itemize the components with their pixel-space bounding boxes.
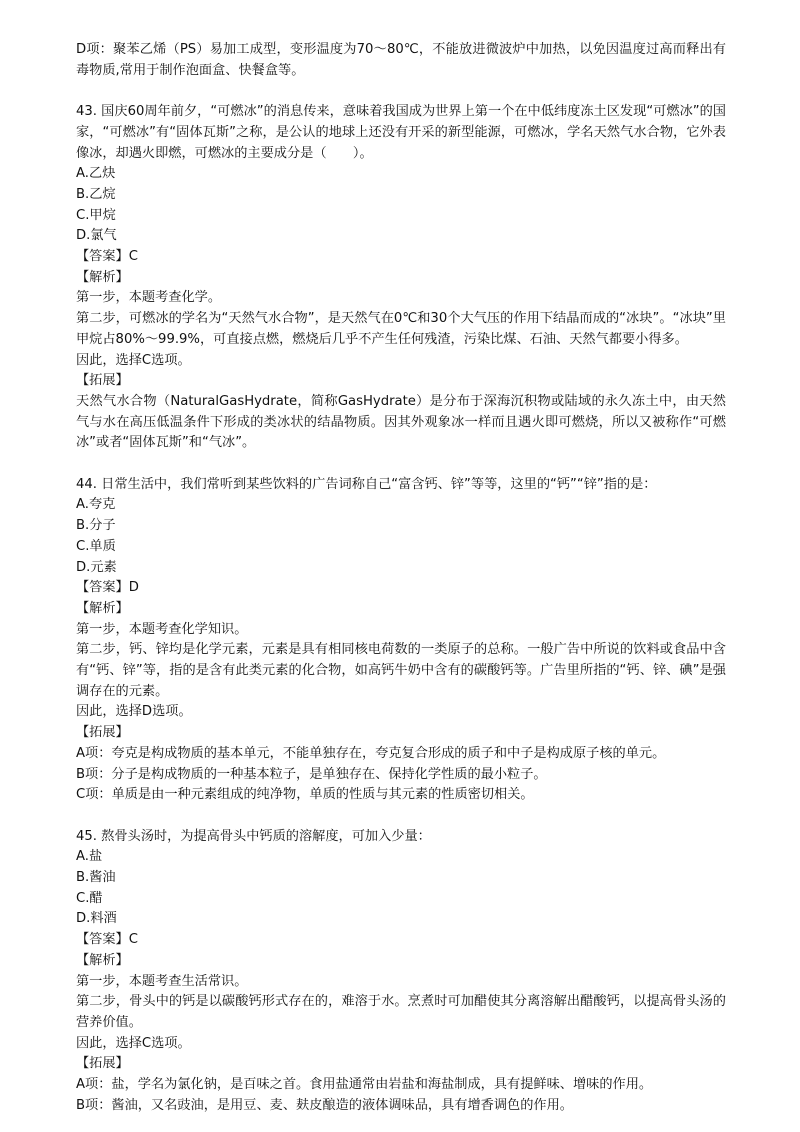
option-c: C.甲烷 [76,207,116,223]
analysis-label: 【解析】 [76,952,129,968]
spacer [76,81,726,102]
analysis-label: 【解析】 [76,600,129,616]
question-43-text: 43. 国庆60周年前夕，“可燃冰”的消息传来，意味着我国成为世界上第一个在中低纬度冻土区发现“可燃冰”的国家，“可燃冰”有“固体瓦斯”之称，是公认的地球上还没有开采的新型能源，可燃冰，学名天然气水合物，它外表像冰，却遇火即燃，可燃冰的主要成分是（ ）。 [76,104,726,161]
spacer [76,806,726,827]
extension-item-c: C项：单质是由一种元素组成的纯净物，单质的性质与其元素的性质密切相关。 [76,787,534,803]
extension-label: 【拓展】 [76,373,129,389]
extension-item-b: B项：分子是构成物质的一种基本粒子，是单独存在、保持化学性质的最小粒子。 [76,766,547,782]
conclusion: 因此，选择D选项。 [76,704,192,720]
option-b: B.分子 [76,518,116,534]
option-a: A.夸克 [76,497,116,513]
option-a: A.盐 [76,849,103,865]
option-d: D.料酒 [76,911,117,927]
conclusion: 因此，选择C选项。 [76,1035,191,1051]
answer: 【答案】C [76,249,138,265]
option-c: C.单质 [76,538,116,554]
option-b: B.乙烷 [76,186,116,202]
question-44-text: 44. 日常生活中，我们常听到某些饮料的广告词称自己“富含钙、锌”等等，这里的“钙”“锌”指的是： [76,476,657,492]
question-44 [76,475,726,806]
extension-item-b: B项：酱油，又名豉油，是用豆、麦、麸皮酿造的液体调味品，具有增香调色的作用。 [76,1097,573,1113]
extension-item-a: A项：盐，学名为氯化钠，是百味之首。食用盐通常由岩盐和海盐制成，具有提鲜味、增味的作用。 [76,1077,653,1093]
question-45 [76,827,726,1117]
answer: 【答案】C [76,932,138,948]
question-45-text: 45. 熬骨头汤时，为提高骨头中钙质的溶解度，可加入少量： [76,828,431,844]
analysis-step1: 第一步，本题考查化学知识。 [76,621,248,637]
analysis-step2: 第二步，钙、锌均是化学元素，元素是具有相同核电荷数的一类原子的总称。一般广告中所说的饮料或食品中含有“钙、锌”等，指的是含有此类元素的化合物，如高钙牛奶中含有的碳酸钙等。广告里所指的“钙、锌、碘”是强调存在的元素。 [76,642,726,699]
option-a: A.乙炔 [76,166,116,182]
option-b: B.酱油 [76,870,116,886]
option-c: C.醋 [76,890,103,906]
extension-text: 天然气水合物（NaturalGasHydrate，简称GasHydrate）是分布于深海沉积物或陆域的永久冻土中，由天然气与水在高压低温条件下形成的类冰状的结晶物质。因其外观象冰一样而且遇火即可燃烧，所以又被称作“可燃冰”或者“固体瓦斯”和“气冰”。 [76,393,726,451]
document-page [76,40,726,1117]
conclusion: 因此，选择C选项。 [76,352,191,368]
question-43 [76,102,726,454]
extension-label: 【拓展】 [76,725,129,741]
analysis-step1: 第一步，本题考查生活常识。 [76,973,248,989]
spacer [76,454,726,475]
option-d: D.氯气 [76,228,117,244]
analysis-step1: 第一步，本题考查化学。 [76,290,222,306]
analysis-step2: 第二步，骨头中的钙是以碳酸钙形式存在的，难溶于水。烹煮时可加醋使其分离溶解出醋酸钙，以提高骨头汤的营养价值。 [76,994,726,1030]
answer: 【答案】D [76,580,139,596]
option-d: D.元素 [76,559,117,575]
analysis-step2: 第二步，可燃冰的学名为“天然气水合物”，是天然气在0℃和30个大气压的作用下结晶而成的“冰块”。“冰块”里甲烷占80%～99.9%，可直接点燃，燃烧后几乎不产生任何残渣，污染比煤、石油、天然气都要小得多。 [76,311,726,347]
prev-option-d: D项：聚苯乙烯（PS）易加工成型，变形温度为70～80℃，不能放进微波炉中加热，以免因温度过高而释出有毒物质,常用于制作泡面盒、快餐盒等。 [76,42,726,78]
extension-item-a: A项：夸克是构成物质的基本单元，不能单独存在，夸克复合形成的质子和中子是构成原子核的单元。 [76,745,666,761]
extension-label: 【拓展】 [76,1056,129,1072]
analysis-label: 【解析】 [76,269,129,285]
